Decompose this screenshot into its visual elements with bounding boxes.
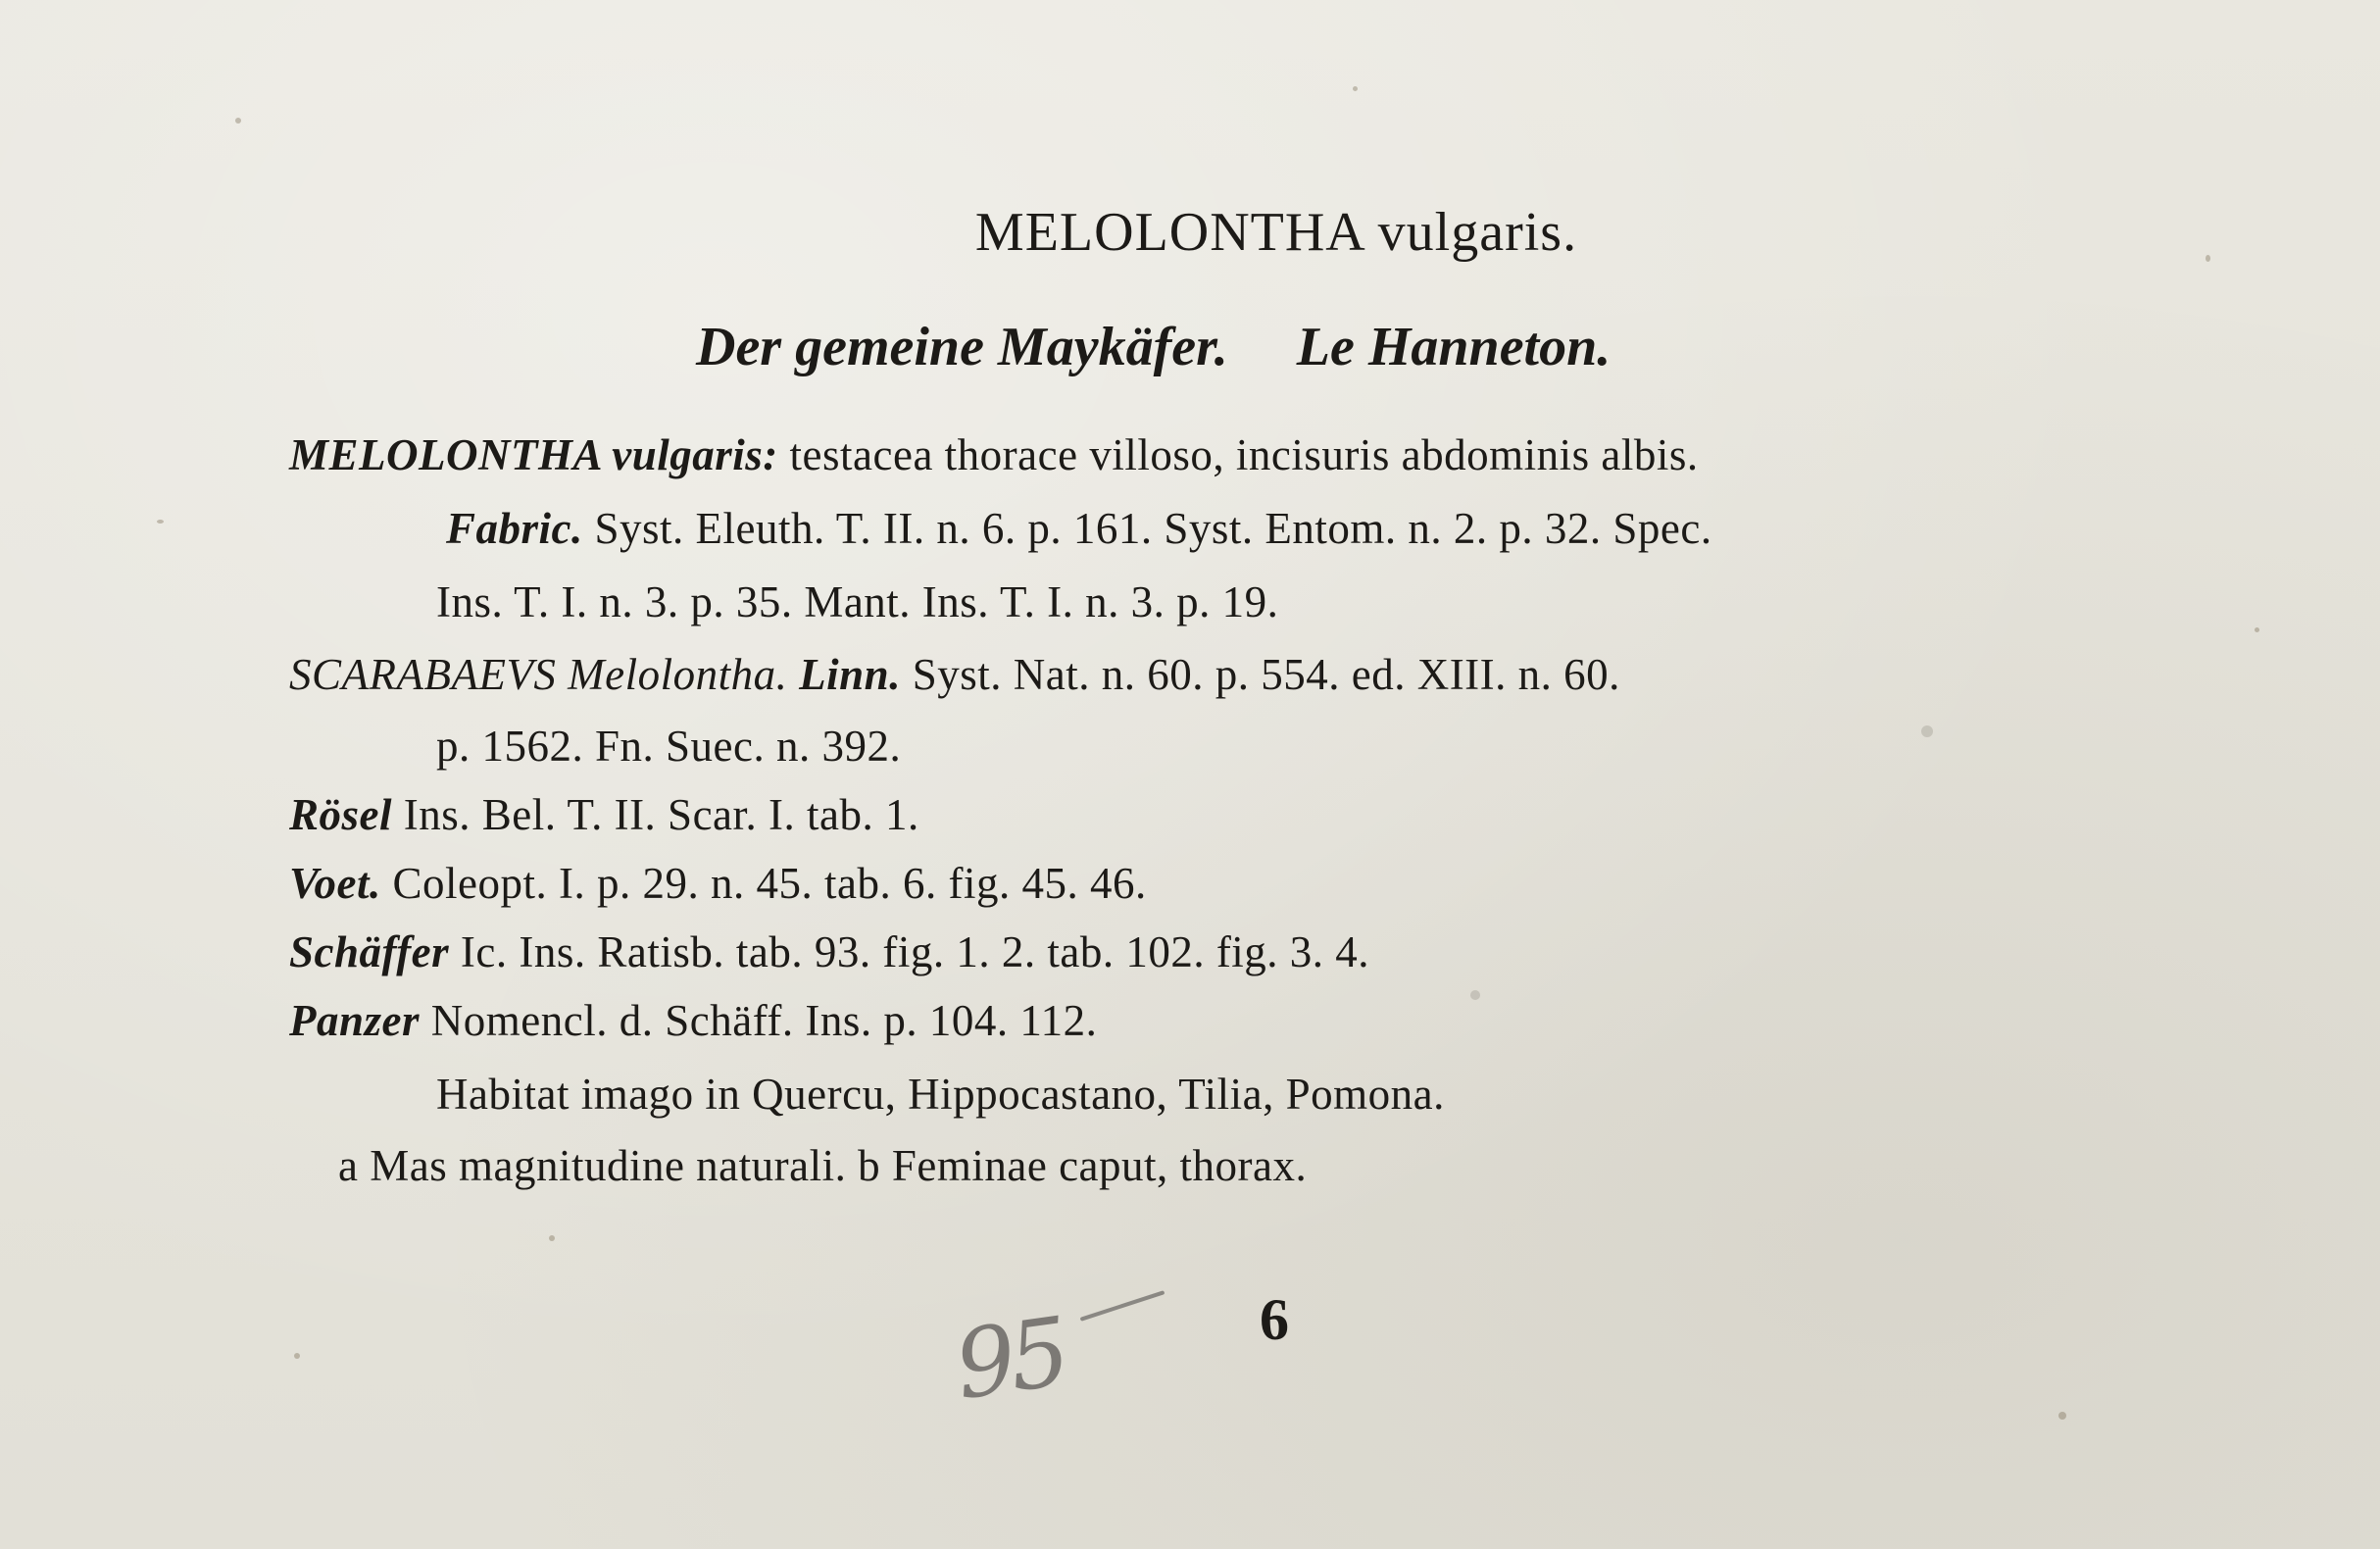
line-author-secondary: Linn. [799,650,901,699]
paper-speck [235,118,241,124]
text-line [289,858,1147,909]
line-author: Fabric. [446,504,583,553]
line-author: MELOLONTHA vulgaris: [289,430,778,479]
line-text: Nomencl. d. Schäff. Ins. p. 104. 112. [430,996,1098,1045]
line-author: Voet. [289,859,381,908]
line-text: p. 1562. Fn. Suec. n. 392. [436,722,902,771]
text-line [289,995,1097,1046]
pencil-annotation: 95 [948,1296,1071,1422]
paper-speck [294,1353,300,1359]
text-line [289,926,1369,977]
subtitle-german: Der gemeine Maykäfer. [696,317,1228,377]
line-author: Schäffer [289,927,450,976]
line-author: SCARABAEVS Melolontha. [289,650,788,699]
text-line [338,1140,1307,1191]
line-text: Habitat imago in Quercu, Hippocastano, Tilia, Pomona. [436,1070,1445,1119]
line-text: Syst. Eleuth. T. II. n. 6. p. 161. Syst. Entom. n. 2. p. 32. Spec. [594,504,1712,553]
line-text: Coleopt. I. p. 29. n. 45. tab. 6. fig. 45. 46. [392,859,1147,908]
line-text: Ic. Ins. Ratisb. tab. 93. fig. 1. 2. tab. 102. fig. 3. 4. [460,927,1370,976]
paper-speck [2058,1412,2066,1420]
line-author: Panzer [289,996,421,1045]
line-text: Ins. Bel. T. II. Scar. I. tab. 1. [403,790,919,839]
paper-speck [1353,86,1358,91]
page-number: 6 [1260,1287,1289,1352]
text-line [436,1069,1445,1120]
paper-speck [157,520,164,524]
paper-speck [549,1235,555,1241]
paper-speck [1470,990,1480,1000]
paper-speck [1921,725,1933,737]
line-text: Ins. T. I. n. 3. p. 35. Mant. Ins. T. I. n. 3. p. 19. [436,577,1279,626]
text-line [446,503,1712,554]
text-line [289,429,1699,480]
subtitle-french: Le Hanneton. [1296,317,1611,377]
paper-speck [2255,627,2259,632]
page-title: MELOLONTHA vulgaris. [974,202,1578,263]
text-line [436,721,901,772]
line-text: testacea thorace villoso, incisuris abdominis albis. [789,430,1699,479]
pencil-stroke [1080,1290,1165,1322]
line-author: Rösel [289,790,393,839]
text-line [289,789,919,840]
page-subtitle [696,316,1611,378]
text-line [289,649,1620,700]
line-text: a Mas magnitudine naturali. b Feminae caput, thorax. [338,1141,1308,1190]
text-line [436,576,1278,627]
line-text: Syst. Nat. n. 60. p. 554. ed. XIII. n. 60. [912,650,1620,699]
